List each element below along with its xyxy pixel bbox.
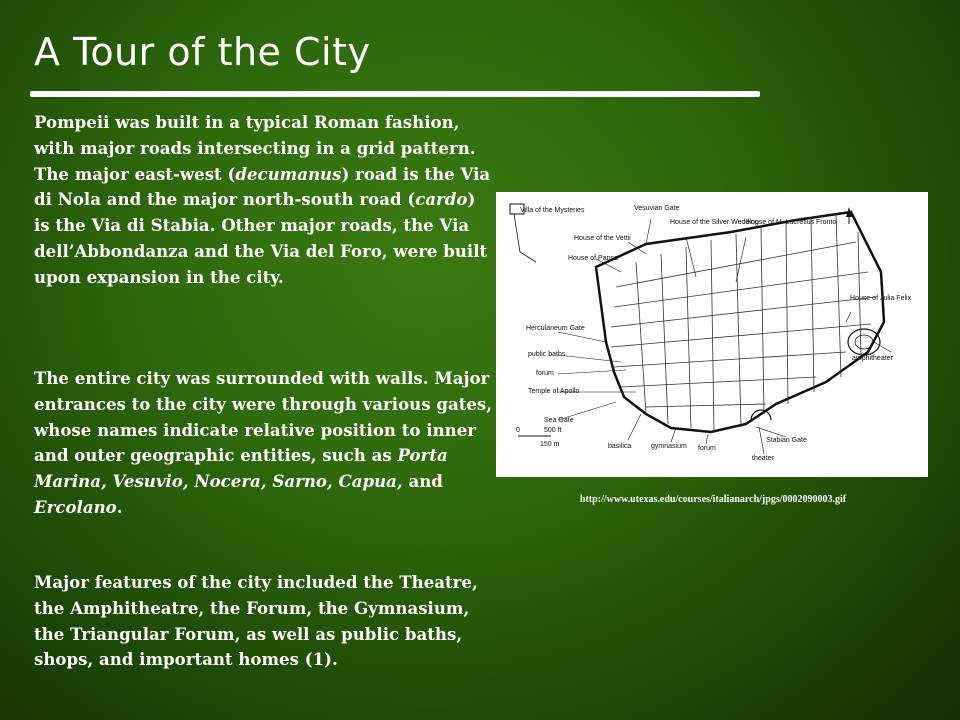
map-label: Vesuvian Gate — [634, 205, 680, 212]
amphitheater-arena — [855, 335, 873, 349]
image-source-url: http://www.utexas.edu/courses/italianarch/jpgs/0002090003.gif — [579, 494, 847, 505]
text-run: . — [116, 496, 123, 517]
scale-label: 150 m — [540, 441, 560, 448]
italic-gate-names: Porta Marina, Vesuvio, Nocera, Sarno, Capua, — [34, 445, 448, 492]
map-drawing — [496, 192, 928, 477]
scale-label: 500 ft — [544, 427, 562, 434]
map-label: public baths — [528, 351, 566, 358]
map-label: forum — [698, 445, 716, 452]
text-run: ) is the Via di Stabia. Other major roads, the Via dell’Abbondanza and the Via del Foro, were built upon expansion in the city. — [34, 189, 488, 287]
italic-term: decumanus — [235, 163, 342, 184]
text-run: ) road is the Via di Nola and the major north-south road ( — [34, 163, 491, 210]
map-label: Sea Gate — [544, 417, 574, 424]
map-label: House of the Silver Wedding — [670, 219, 759, 226]
map-label: amphitheater — [852, 355, 893, 362]
north-arrow-icon — [846, 207, 852, 224]
map-label: House of Julia Felix — [850, 295, 912, 302]
map-label: basilica — [608, 443, 632, 450]
text-run: Pompeii was built in a typical Roman fashion, with major roads intersecting in a grid pattern. The major east-west ( — [34, 112, 476, 184]
text-run: The entire city was surrounded with walls. Major entrances to the city were through various gates, whose names indicate relative position to inner and outer geographic entities, such as — [34, 368, 493, 466]
scale-label: 0 — [516, 427, 520, 434]
map-label: House of Pansa — [568, 255, 618, 262]
map-label: theater — [752, 455, 774, 462]
amphitheater-shape — [848, 329, 880, 355]
map-label: gymnasium — [651, 443, 687, 450]
italic-gate-names: Ercolano — [34, 496, 117, 517]
text-run: and — [402, 471, 443, 492]
scale-bar — [516, 427, 562, 448]
italic-term: cardo — [415, 189, 468, 210]
map-label: forum — [536, 370, 554, 377]
paragraph-walls — [34, 366, 494, 521]
paragraph-features: Major features of the city included the Theatre, the Amphitheatre, the Forum, the Gymnasium, the Triangular Forum, as well as public baths, shops, and important homes (1). — [34, 572, 478, 670]
title-underline — [30, 91, 760, 97]
map-label: Stabian Gate — [766, 437, 807, 444]
slide-title: A Tour of the City — [34, 30, 371, 74]
map-label: Villa of the Mysteries — [520, 207, 585, 214]
paragraph-layout — [34, 110, 494, 291]
map-label: Herculaneum Gate — [526, 325, 585, 332]
map-label: House of the Vettii — [574, 235, 631, 242]
map-label: Temple of Apollo — [528, 388, 580, 395]
pompeii-map — [496, 192, 928, 477]
street-grid — [611, 214, 876, 432]
map-label: House of M. Lucretius Fronto — [746, 219, 837, 226]
